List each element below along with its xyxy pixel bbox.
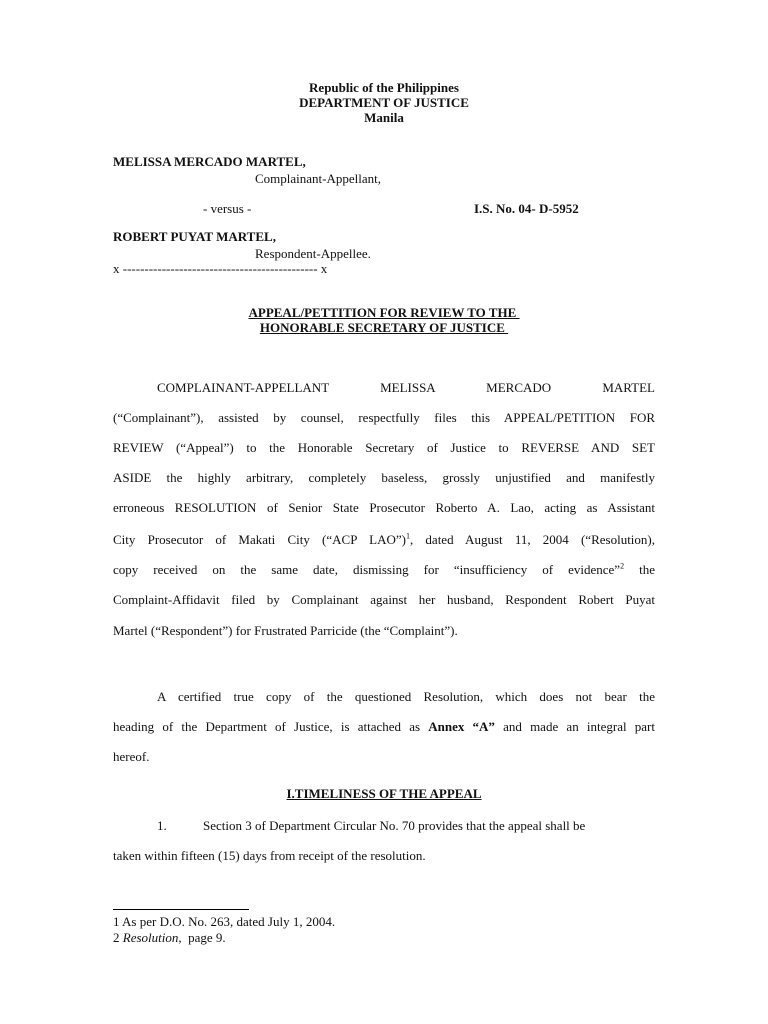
para1-line5: erroneous RESOLUTION of Senior State Prosecutor Roberto A. Lao, acting as Assistant: [113, 500, 655, 515]
case-number: I.S. No. 04- D-5952: [474, 201, 579, 216]
para2-line1: A certified true copy of the questioned Resolution, which does not bear the: [157, 689, 655, 704]
para1-line9: Martel (“Respondent”) for Frustrated Parricide (the “Complaint”).: [113, 623, 458, 638]
footnote-1: 1 As per D.O. No. 263, dated July 1, 2004.: [113, 914, 336, 929]
para2-line3: hereof.: [113, 749, 150, 764]
para1-line8: Complaint-Affidavit filed by Complainant against her husband, Respondent Robert Puyat: [113, 592, 655, 607]
header-department: DEPARTMENT OF JUSTICE: [299, 95, 469, 110]
versus-text: - versus -: [203, 201, 252, 216]
footnote-ref-2: 2: [620, 561, 625, 571]
header-city: Manila: [364, 110, 404, 125]
annex-a-reference: Annex “A”: [428, 719, 495, 734]
para1-line2: (“Complainant”), assisted by counsel, respectfully files this APPEAL/PETITION FOR: [113, 410, 655, 425]
footnote-ref-1: 1: [405, 531, 410, 541]
respondent-role: Respondent-Appellee.: [255, 246, 371, 261]
para2-line2: heading of the Department of Justice, is attached as Annex “A” and made an integral part: [113, 719, 655, 734]
footnote-divider: [113, 909, 249, 910]
document-title-line1: APPEAL/PETTITION FOR REVIEW TO THE: [248, 305, 520, 320]
para1-line7: copy received on the same date, dismissing for “insufficiency of evidence”$^2$ the: [113, 561, 655, 577]
para1-line1: COMPLAINANT-APPELLANT MELISSA MERCADO MARTEL: [157, 380, 655, 395]
complainant-name: MELISSA MERCADO MARTEL,: [113, 154, 306, 169]
caption-separator: x --------------------------------------------- x: [113, 261, 328, 276]
footnote-2: 2 Resolution, page 9.: [113, 930, 226, 945]
para1-line4: ASIDE the highly arbitrary, completely baseless, grossly unjustified and manifestly: [113, 470, 655, 485]
para1-line6: City Prosecutor of Makati City (“ACP LAO”)$^1$, dated August 11, 2004 (“Resolution),: [113, 531, 655, 547]
complainant-role: Complainant-Appellant,: [255, 171, 382, 186]
section-heading-timeliness: I.TIMELINESS OF THE APPEAL: [286, 786, 482, 801]
header-republic: Republic of the Philippines: [309, 80, 459, 95]
para1-line3: REVIEW (“Appeal”) to the Honorable Secretary of Justice to REVERSE AND SET: [113, 440, 655, 455]
item1-line1: Section 3 of Department Circular No. 70 provides that the appeal shall be: [203, 818, 586, 833]
respondent-name: ROBERT PUYAT MARTEL,: [113, 229, 276, 244]
document-title-line2: HONORABLE SECRETARY OF JUSTICE: [259, 320, 509, 335]
item1-line2: taken within fifteen (15) days from receipt of the resolution.: [113, 848, 426, 863]
item-number-1: 1.: [157, 818, 167, 833]
